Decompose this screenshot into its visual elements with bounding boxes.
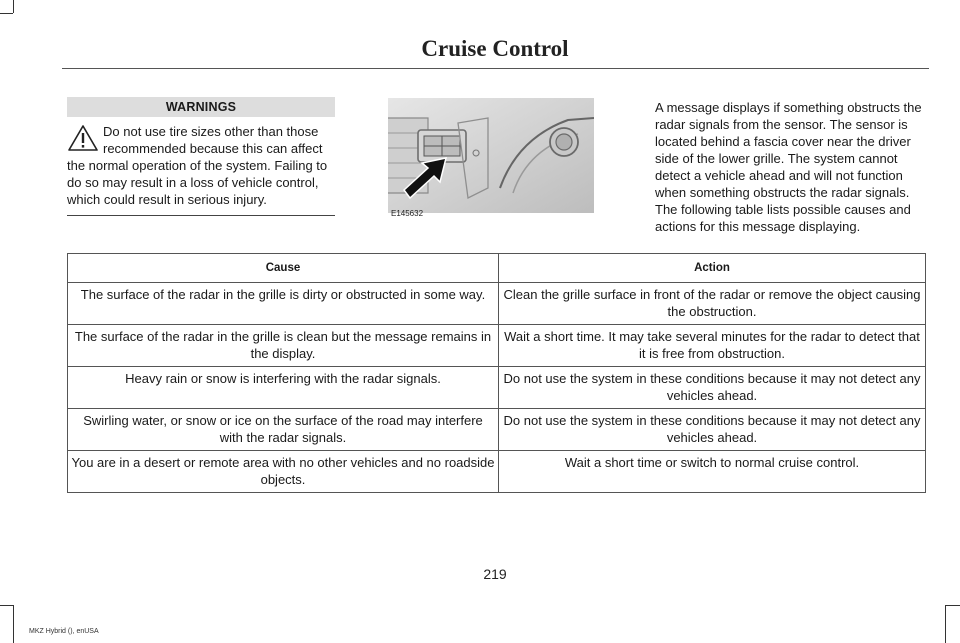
- crop-mark: [0, 13, 13, 14]
- warnings-box: [67, 97, 335, 216]
- radar-sensor-illustration: [388, 98, 594, 213]
- column-header-action: Action: [499, 254, 926, 283]
- table-header-row: [68, 254, 926, 283]
- crop-mark: [0, 605, 13, 606]
- crop-mark: [946, 605, 960, 606]
- table-row: [68, 451, 926, 493]
- action-cell: Wait a short time or switch to normal cruise control.: [499, 451, 926, 493]
- action-cell: Wait a short time. It may take several minutes for the radar to detect that it is free from obstruction.: [499, 325, 926, 367]
- warnings-text: Do not use tire sizes other than those recommended because this can affect the normal operation of the system. Failing to do so may result in a loss of vehicle control, which could result in serious injury.: [67, 124, 328, 207]
- warnings-heading: WARNINGS: [67, 97, 335, 117]
- header-divider: [62, 68, 929, 69]
- column-header-cause: Cause: [68, 254, 499, 283]
- action-cell: Do not use the system in these conditions because it may not detect any vehicles ahead.: [499, 409, 926, 451]
- crop-mark: [13, 0, 14, 13]
- warnings-divider: [67, 215, 335, 216]
- cause-cell: Swirling water, or snow or ice on the surface of the road may interfere with the radar signals.: [68, 409, 499, 451]
- action-cell: Do not use the system in these conditions because it may not detect any vehicles ahead.: [499, 367, 926, 409]
- table-row: [68, 283, 926, 325]
- cause-cell: Heavy rain or snow is interfering with the radar signals.: [68, 367, 499, 409]
- table-row: [68, 367, 926, 409]
- page-title: Cruise Control: [421, 36, 569, 61]
- cause-action-table: [67, 253, 926, 493]
- cause-cell: The surface of the radar in the grille is dirty or obstructed in some way.: [68, 283, 499, 325]
- table-row: [68, 409, 926, 451]
- cause-cell: You are in a desert or remote area with no other vehicles and no roadside objects.: [68, 451, 499, 493]
- intro-paragraph: A message displays if something obstructs the radar signals from the sensor. The sensor is located behind a fascia cover near the driver side of the lower grille. The system cannot detect a vehicle ahead and will not function when something obstructs the radar signals. The following table lists possible causes and actions for this message displaying.: [655, 100, 922, 234]
- crop-mark: [945, 605, 946, 643]
- cause-cell: The surface of the radar in the grille is clean but the message remains in the display.: [68, 325, 499, 367]
- crop-mark: [13, 605, 14, 643]
- warnings-body: [67, 123, 335, 208]
- action-cell: Clean the grille surface in front of the radar or remove the object causing the obstruction.: [499, 283, 926, 325]
- page-number: 219: [483, 566, 507, 582]
- warning-triangle-icon: [67, 123, 99, 153]
- footer-doc-code: MKZ Hybrid (), enUSA: [29, 628, 99, 635]
- figure-code: E145632: [391, 209, 424, 218]
- table-row: [68, 325, 926, 367]
